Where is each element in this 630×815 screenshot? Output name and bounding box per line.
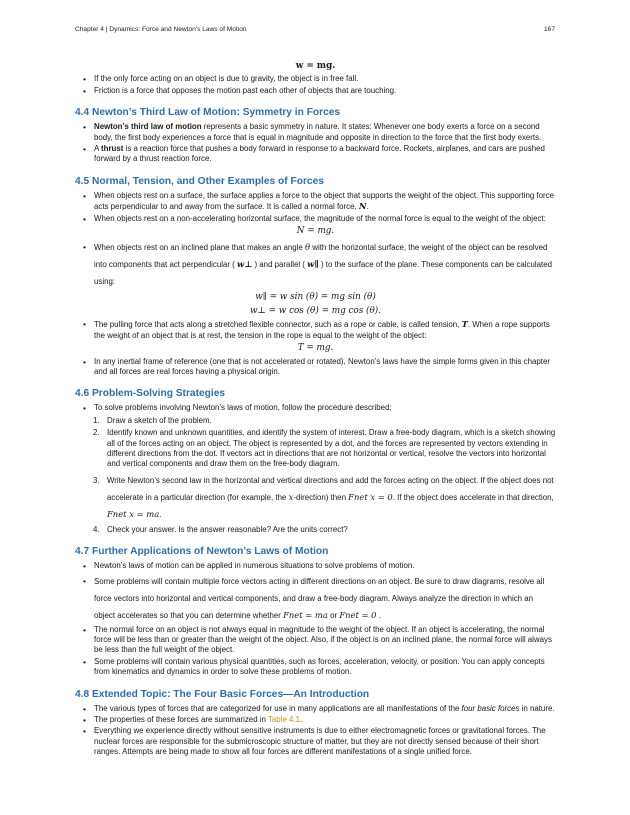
list-item: • A thrust is a reaction force that pushes a body forward in response to a backward force. Rockets, airplanes, and cars are pushed forward by a thrust reaction force. bbox=[94, 144, 556, 165]
list-item: • The properties of these forces are summarized in Table 4.1. bbox=[94, 715, 556, 725]
list-item: • The various types of forces that are categorized for use in many applications are all manifestations of the four basic forces in nature. bbox=[94, 704, 556, 714]
fnet-ma-equation: Fnet = ma bbox=[283, 609, 328, 620]
list-item: • Some problems will contain various physical quantities, such as forces, acceleration, velocity, or position. You can apply concepts from kinematics and dynamics in order to solve these problems of motion. bbox=[94, 657, 556, 678]
section-heading-4-8: 4.8 Extended Topic: The Four Basic Forces—An Introduction bbox=[75, 688, 370, 700]
tension-symbol: T bbox=[461, 319, 468, 330]
list-item: • The pulling force that acts along a stretched flexible connector, such as a rope or cable, is called tension, T. When a rope supports the weight of an object that is at rest, the tension in the rope is equal to the weight of the object: bbox=[94, 319, 556, 341]
fnet-zero-equation: Fnet = 0 bbox=[339, 609, 377, 620]
list-item: • When objects rest on a surface, the surface applies a force to the object that supports the weight of the object. This supporting force acts perpendicular to and away from the surface. It is called a normal force, N. bbox=[94, 191, 556, 213]
problem-solving-steps bbox=[75, 416, 556, 535]
term: thrust bbox=[101, 144, 124, 154]
section-heading-4-6: 4.6 Problem-Solving Strategies bbox=[75, 388, 226, 400]
list-item: • Friction is a force that opposes the motion past each other of objects that are touching. bbox=[94, 86, 556, 96]
chapter-summary bbox=[75, 59, 556, 759]
w-perp-symbol: w⊥ bbox=[237, 259, 253, 270]
section-4-5-list-4 bbox=[75, 357, 556, 378]
section-4-7-list bbox=[75, 561, 556, 677]
w-parallel-symbol: w∥ bbox=[307, 259, 319, 270]
section-4-5-list-2 bbox=[75, 239, 556, 290]
section-4-6-list bbox=[75, 403, 556, 413]
normal-force-symbol: N bbox=[358, 201, 367, 212]
list-item: • Everything we experience directly without sensitive instruments is due to either electromagnetic forces or gravitational forces. The nuclear forces are responsible for the submicroscopic structure of matter, but they are not directly sensed because of their short ranges. Attempts are being made to show all four forces are different manifestations of a single unified force. bbox=[94, 726, 556, 757]
list-item: • Newton’s third law of motion represents a basic symmetry in nature. It states: Whenever one body exerts a force on a second body, the first body experiences a force that is equal in magnitude and opposite in direction to the force that the first body exerts. bbox=[94, 122, 556, 143]
section-heading-4-7: 4.7 Further Applications of Newton’s Laws of Motion bbox=[75, 546, 329, 558]
running-header bbox=[75, 25, 555, 35]
list-item: • If the only force acting on an object is due to gravity, the object is in free fall. bbox=[94, 74, 556, 84]
fnet-ma-equation: Fnet x = ma bbox=[107, 508, 160, 519]
list-item: • When objects rest on a non-accelerating horizontal surface, the magnitude of the normal force is equal to the weight of the object: bbox=[94, 214, 556, 224]
section-4-5-list bbox=[75, 191, 556, 224]
parallel-component-equation: w∥ = w sin (θ) = mg sin (θ) bbox=[255, 292, 376, 303]
step-item: 1. Draw a sketch of the problem. bbox=[93, 415, 212, 425]
section-4-8-list bbox=[75, 704, 556, 758]
section-4-5-list-3 bbox=[75, 319, 556, 341]
normal-force-equation: N = mg. bbox=[296, 226, 335, 237]
table-link[interactable]: Table 4.1 bbox=[267, 715, 300, 724]
list-item: • Newton’s laws of motion can be applied in numerous situations to solve problems of motion. bbox=[94, 561, 556, 571]
step-item: 2. Identify known and unknown quantities, and identify the system of interest. Draw a free-body diagram, which is a sketch showing all of the forces acting on an object. The object is represented by a dot, and the forces are represented by vectors extending in different directions from the dot. If vectors act in directions that are not horizontal or vertical, resolve the vectors into horizontal and vertical components and draw them on the free-body diagram. bbox=[93, 428, 556, 469]
step-item: 4. Check your answer. Is the answer reasonable? Are the units correct? bbox=[93, 524, 348, 534]
list-item: • When objects rest on an inclined plane that makes an angle θ with the horizontal surface, the weight of the object can be resolved into components that act perpendicular ( w⊥ ) and parallel ( w∥ ) to the surface of the plane. These components can be calculated using: bbox=[94, 239, 556, 290]
list-item: • In any inertial frame of reference (one that is not accelerated or rotated), Newton’s laws have the simple forms given in this chapter and all forces are real forces having a physical origin. bbox=[94, 357, 556, 378]
weight-equation: w = mg. bbox=[295, 61, 336, 71]
fnet-zero-equation: Fnet x = 0 bbox=[348, 491, 393, 502]
page-number: 167 bbox=[543, 26, 555, 33]
x-symbol: x bbox=[288, 491, 294, 502]
section-4-4-list bbox=[75, 122, 556, 165]
term: Newton’s third law of motion bbox=[94, 122, 202, 132]
chapter-title: Chapter 4 | Dynamics: Force and Newton's Laws of Motion bbox=[75, 26, 247, 33]
theta-symbol: θ bbox=[305, 242, 311, 253]
step-item: 3. Write Newton’s second law in the horizontal and vertical directions and add the forces acting on the object. If the object does not accelerate in a particular direction (for example, the x-direction) then Fnet x = 0. If the object does accelerate in that direction, Fnet x = ma. bbox=[93, 475, 554, 519]
list-item: • The normal force on an object is not always equal in magnitude to the weight of the object. If an object is accelerating, the normal force will be less than or greater than the weight of the object. Also, if the object is on an inclined plane, the normal force will always be less than the full weight of the object. bbox=[94, 625, 556, 656]
list-item: • To solve problems involving Newton’s laws of motion, follow the procedure described: bbox=[94, 403, 556, 413]
section-heading-4-5: 4.5 Normal, Tension, and Other Examples of Forces bbox=[75, 175, 324, 187]
intro-list bbox=[75, 74, 556, 96]
tension-equation: T = mg. bbox=[297, 343, 334, 354]
list-item: • Some problems will contain multiple force vectors acting in different directions on an object. Be sure to draw diagrams, resolve all force vectors into horizontal and vertical components, and draw a free-body diagram. Always analyze the direction in which an object accelerates so that you can determine whether Fnet = ma or Fnet = 0 . bbox=[94, 573, 556, 624]
section-heading-4-4: 4.4 Newton’s Third Law of Motion: Symmetry in Forces bbox=[75, 107, 341, 119]
perpendicular-component-equation: w⊥ = w cos (θ) = mg cos (θ). bbox=[249, 305, 381, 316]
